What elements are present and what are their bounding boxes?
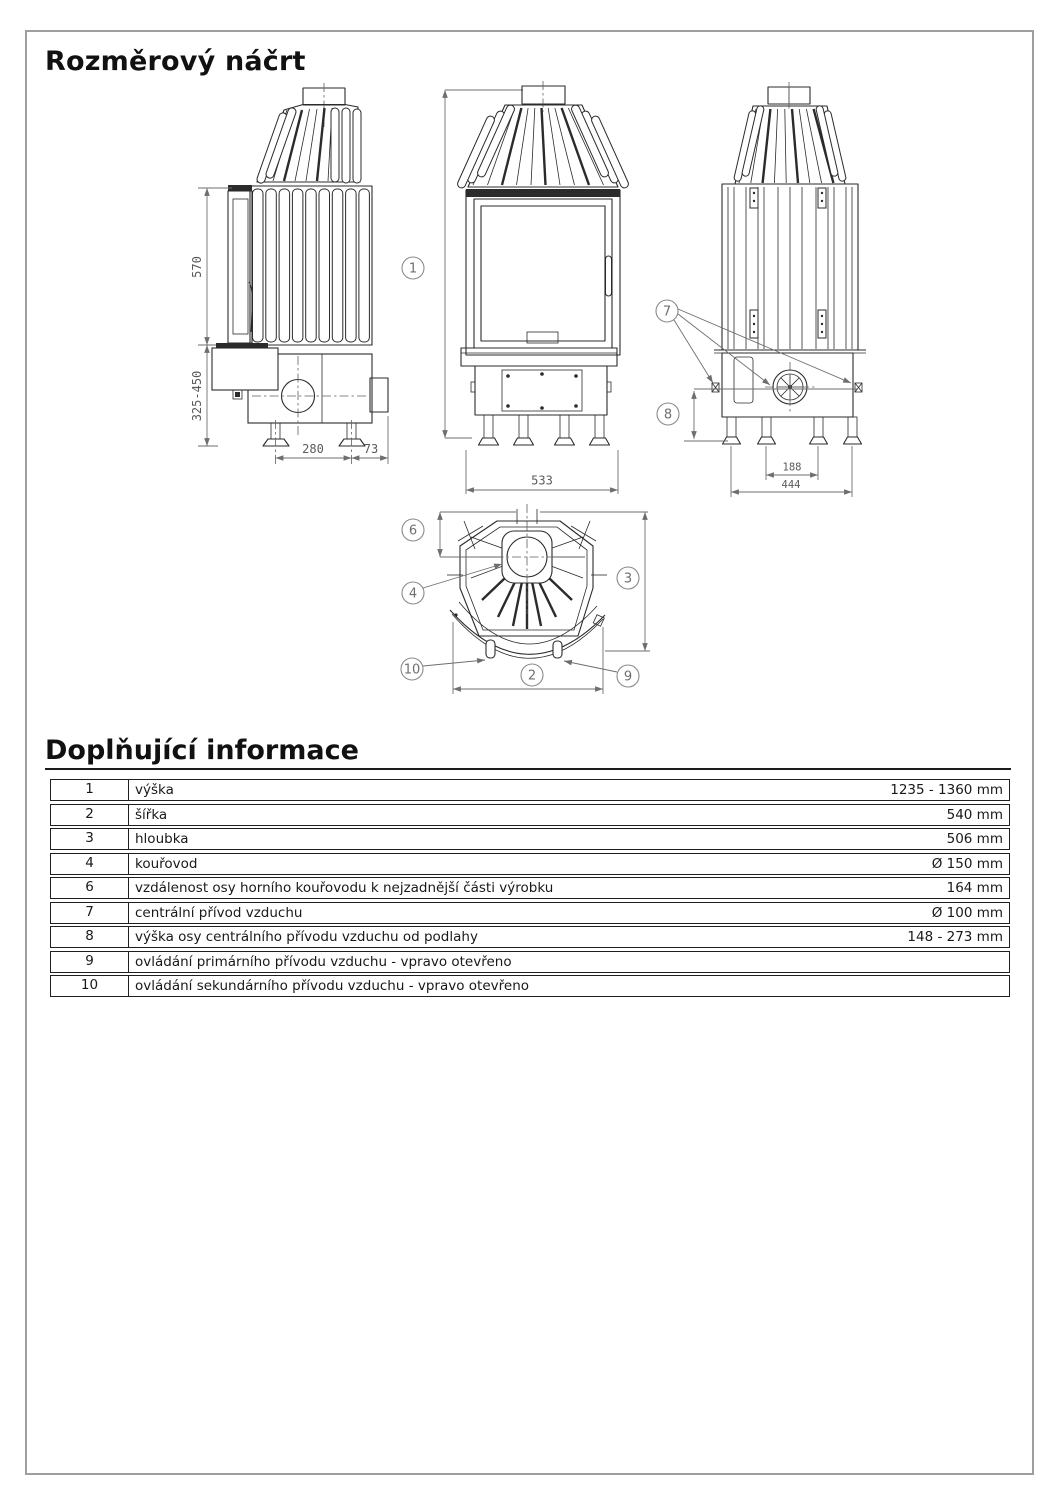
callout-10: 10 xyxy=(403,662,421,678)
row-value: 1235 - 1360 mm xyxy=(890,782,1003,798)
callout-4: 4 xyxy=(408,586,418,602)
callout-6: 6 xyxy=(408,523,418,539)
row-value: 164 mm xyxy=(946,880,1003,896)
dim-533: 533 xyxy=(531,473,553,488)
table-row xyxy=(50,804,1010,826)
table-row xyxy=(50,951,1010,973)
callout-1: 1 xyxy=(408,261,418,277)
callout-2: 2 xyxy=(527,668,537,684)
table-row xyxy=(50,975,1010,997)
row-value: 148 - 273 mm xyxy=(907,929,1003,945)
dimensional-drawing xyxy=(30,80,1030,712)
table-row xyxy=(50,779,1010,801)
row-label: ovládání sekundárního přívodu vzduchu - vpravo otevřeno xyxy=(135,978,530,994)
page-title: Rozměrový náčrt xyxy=(45,46,306,77)
row-number: 8 xyxy=(51,927,129,947)
top-view xyxy=(401,504,650,694)
row-number: 10 xyxy=(51,976,129,996)
table-row xyxy=(50,877,1010,899)
table-row xyxy=(50,902,1010,924)
back-view xyxy=(656,82,866,497)
row-number: 2 xyxy=(51,805,129,825)
row-label: výška xyxy=(135,782,174,798)
row-number: 6 xyxy=(51,878,129,898)
front-view xyxy=(402,81,630,494)
table-row xyxy=(50,853,1010,875)
row-number: 7 xyxy=(51,903,129,923)
row-label: hloubka xyxy=(135,831,189,847)
dim-570: 570 xyxy=(190,256,204,278)
side-view xyxy=(190,83,388,464)
row-value: Ø 100 mm xyxy=(931,904,1003,921)
callout-7: 7 xyxy=(662,304,672,320)
row-label: výška osy centrálního přívodu vzduchu od podlahy xyxy=(135,929,478,945)
row-number: 1 xyxy=(51,780,129,800)
table-row xyxy=(50,926,1010,948)
row-value: Ø 150 mm xyxy=(931,855,1003,872)
callout-3: 3 xyxy=(623,571,633,587)
row-label: centrální přívod vzduchu xyxy=(135,904,303,921)
callout-9: 9 xyxy=(623,669,633,685)
row-number: 3 xyxy=(51,829,129,849)
info-table xyxy=(50,779,1010,1000)
row-label: kouřovod xyxy=(135,855,198,872)
dim-280: 280 xyxy=(302,442,324,456)
section-title: Doplňující informace xyxy=(45,735,1011,770)
row-number: 9 xyxy=(51,952,129,972)
dim-188: 188 xyxy=(782,461,802,474)
row-label: šířka xyxy=(135,806,168,823)
row-label: ovládání primárního přívodu vzduchu - vpravo otevřeno xyxy=(135,953,512,970)
table-row xyxy=(50,828,1010,850)
dim-325-450: 325-450 xyxy=(190,370,204,422)
row-value: 540 mm xyxy=(946,806,1003,823)
dim-73: 73 xyxy=(363,442,379,456)
row-number: 4 xyxy=(51,854,129,874)
callout-8: 8 xyxy=(663,407,673,423)
row-value: 506 mm xyxy=(946,831,1003,847)
dim-444: 444 xyxy=(781,479,801,491)
row-label: vzdálenost osy horního kouřovodu k nejzadnější části výrobku xyxy=(135,880,554,896)
